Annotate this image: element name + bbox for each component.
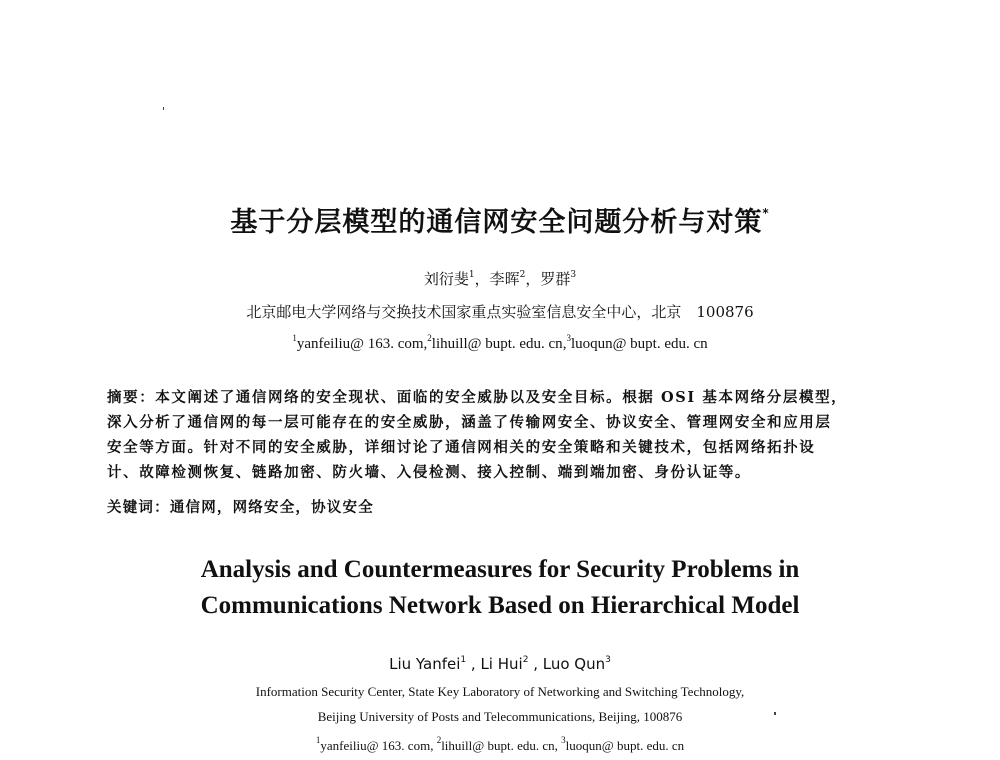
keywords-value: 通信网，网络安全，协议安全 <box>169 499 374 516</box>
chinese-emails: $^1$yanfeiliu@ 163. com,$^2$lihuill@ bupt. edu. cn,$^3$luoqun@ bupt. edu. cn <box>292 333 708 352</box>
keywords <box>107 496 374 517</box>
author-name: Liu Yanfei <box>389 655 461 673</box>
abstract-line: 安全等方面。针对不同的安全威胁，详细讨论了通信网相关的安全策略和关键技术，包括网络拓扑设 <box>107 439 816 456</box>
email: luoqun@ bupt. edu. cn <box>570 336 708 352</box>
chinese-title: 基于分层模型的通信网安全问题分析与对策* <box>230 206 770 238</box>
english-affiliation-line1: Information Security Center, State Key Laboratory of Networking and Switching Technology, <box>255 684 745 699</box>
author-name: 罗群 <box>540 270 571 288</box>
scan-speck <box>163 107 164 110</box>
english-affiliation-line2: Beijing University of Posts and Telecommunications, Beijing, 100876 <box>317 709 683 724</box>
author-name: 刘衍斐 <box>423 270 469 288</box>
english-emails: $^1$yanfeiliu@ 163. com, $^2$lihuill@ bupt. edu. cn, $^3$luoqun@ bupt. edu. cn <box>315 735 685 753</box>
english-title: Analysis and Countermeasures for Security Problems in Communications Network Based on Hierarchical Model <box>200 556 800 619</box>
chinese-authors: 刘衍斐$^1$，李晖$^2$，罗群$^3$ <box>423 270 577 288</box>
email: yanfeiliu@ 163. com <box>320 738 431 753</box>
abstract-line: 深入分析了通信网的每一层可能存在的安全威胁，涵盖了传输网安全、协议安全、管理网安全和应用层 <box>107 414 832 431</box>
english-authors: Liu Yanfei$^1$ , Li Hui$^2$ , Luo Qun$^3$ <box>389 655 611 673</box>
footnote-mark: * <box>762 206 770 220</box>
author-name: 李晖 <box>489 270 520 288</box>
email: luoqun@ bupt. edu. cn <box>565 738 685 753</box>
abstract-line: 计、故障检测恢复、链路加密、防火墙、入侵检测、接入控制、端到端加密、身份认证等。 <box>107 464 751 481</box>
email: yanfeiliu@ 163. com <box>296 336 424 352</box>
author-name: Li Hui <box>480 655 523 673</box>
abstract-line: 摘要：本文阐述了通信网络的安全现状、面临的安全威胁以及安全目标。根据 OSI 基本网络分层模型， <box>107 389 848 406</box>
email: lihuill@ bupt. edu. cn <box>441 738 555 753</box>
author-name: Luo Qun <box>542 655 606 673</box>
email: lihuill@ bupt. edu. cn <box>431 336 563 352</box>
keywords-label: 关键词： <box>107 500 170 516</box>
chinese-affiliation: 北京邮电大学网络与交换技术国家重点实验室信息安全中心，北京 100876 <box>246 303 754 321</box>
abstract <box>107 385 897 485</box>
